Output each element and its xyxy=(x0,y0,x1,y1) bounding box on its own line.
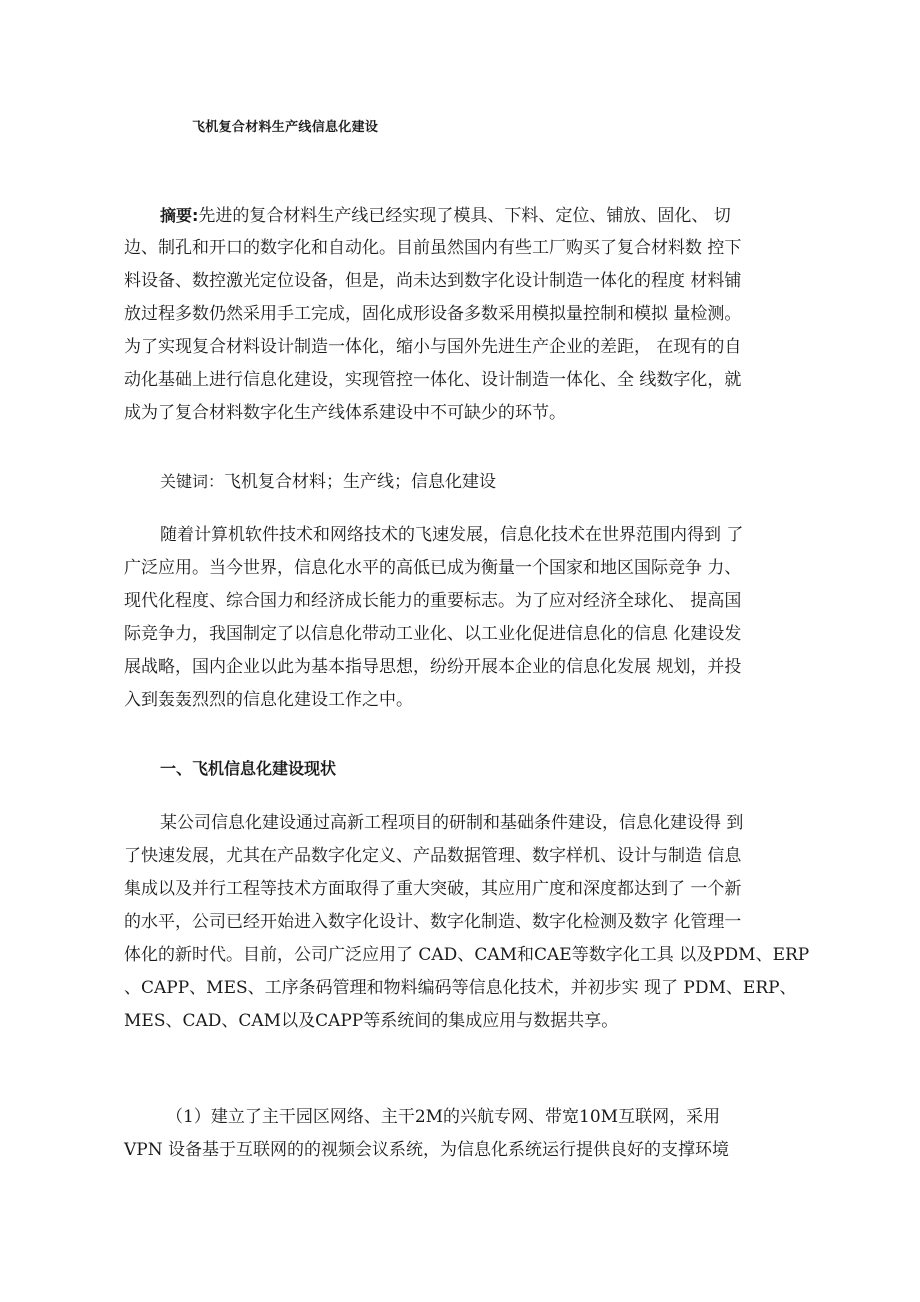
section-paragraph xyxy=(124,807,810,1038)
abstract-paragraph xyxy=(124,199,804,430)
document-title: 飞机复合材料生产线信息化建设 xyxy=(192,120,379,135)
section-heading: 一、飞机信息化建设现状 xyxy=(160,759,337,778)
intro-line: 入到轰轰烈烈的信息化建设工作之中。 xyxy=(124,690,413,710)
abstract-line: 摘要:先进的复合材料生产线已经实现了模具、下料、定位、铺放、固化、 切 xyxy=(160,206,731,226)
section-line: MES、CAD、CAM以及CAPP等系统间的集成应用与数据共享。 xyxy=(124,1011,619,1031)
abstract-line: 成为了复合材料数字化生产线体系建设中不可缺少的环节。 xyxy=(124,403,566,423)
section-line: 体化的新时代。目前，公司广泛应用了 CAD、CAM和CAE等数字化工具 以及PDM、ERP xyxy=(124,945,810,965)
list-item-line: VPN 设备基于互联网的的视频会议系统，为信息化系统运行提供良好的支撑环境 xyxy=(124,1140,729,1160)
abstract-line: 料设备、数控激光定位设备，但是，尚未达到数字化设计制造一体化的程度 材料铺 xyxy=(124,271,742,291)
abstract-line: 放过程多数仍然采用手工完成，固化成形设备多数采用模拟量控制和模拟 量检测。 xyxy=(124,304,742,324)
intro-line: 展战略，国内企业以此为基本指导思想，纷纷开展本企业的信息化发展 规划，并投 xyxy=(124,657,742,677)
keywords-line xyxy=(124,465,804,498)
section-line: 了快速发展，尤其在产品数字化定义、产品数据管理、数字样机、设计与制造 信息 xyxy=(124,846,742,866)
list-item-line: （1）建立了主干园区网络、主干2M的兴航专网、带宽10M互联网，采用 xyxy=(166,1107,721,1127)
abstract-line: 为了实现复合材料设计制造一体化，缩小与国外先进生产企业的差距， 在现有的自 xyxy=(124,337,742,357)
section-line: 的水平，公司已经开始进入数字化设计、数字化制造、数字化检测及数字 化管理一 xyxy=(124,912,742,932)
abstract-line: 动化基础上进行信息化建设，实现管控一体化、设计制造一体化、全 线数字化，就 xyxy=(124,370,742,390)
abstract-line: 边、制孔和开口的数字化和自动化。目前虽然国内有些工厂购买了复合材料数 控下 xyxy=(124,238,742,258)
list-item xyxy=(124,1101,804,1167)
section-line: 集成以及并行工程等技术方面取得了重大突破，其应用广度和深度都达到了 一个新 xyxy=(124,879,742,899)
section-line: 、CAPP、MES、工序条码管理和物料编码等信息化技术，并初步实 现了 PDM、ERP、 xyxy=(124,978,797,998)
intro-line: 随着计算机软件技术和网络技术的飞速发展，信息化技术在世界范围内得到 了 xyxy=(160,525,744,545)
section-line: 某公司信息化建设通过高新工程项目的研制和基础条件建设，信息化建设得 到 xyxy=(160,813,744,833)
intro-line: 际竞争力，我国制定了以信息化带动工业化、以工业化促进信息化的信息 化建设发 xyxy=(124,624,742,644)
keywords-label: 关键词： xyxy=(160,472,225,491)
abstract-label: 摘要: xyxy=(160,206,199,225)
intro-paragraph xyxy=(124,519,804,717)
intro-line: 广泛应用。当今世界，信息化水平的高低已成为衡量一个国家和地区国际竞争 力、 xyxy=(124,558,742,578)
keywords-text: 飞机复合材料；生产线；信息化建设 xyxy=(224,472,497,492)
intro-line: 现代化程度、综合国力和经济成长能力的重要标志。为了应对经济全球化、 提高国 xyxy=(124,591,742,611)
